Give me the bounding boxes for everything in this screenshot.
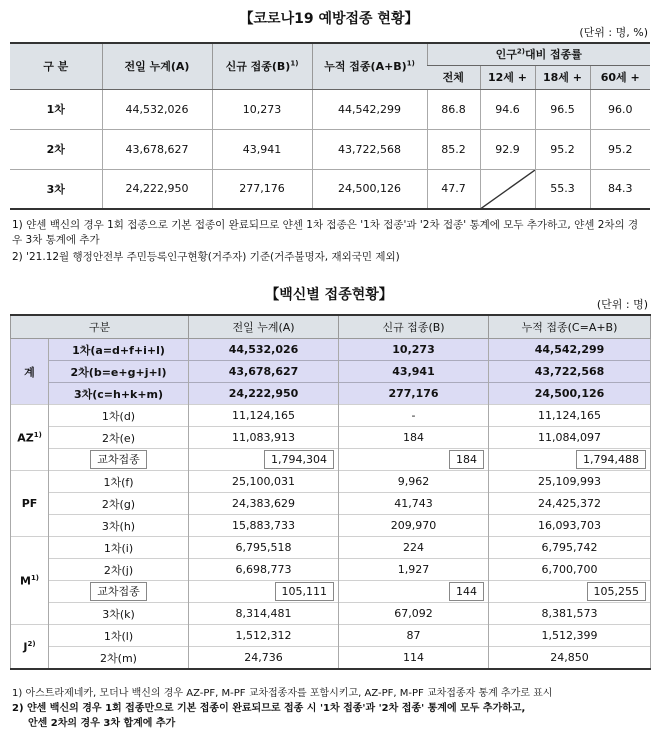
row-label: 교차접종: [49, 581, 189, 603]
table-row: [11, 515, 651, 537]
cell-new: 224: [339, 537, 489, 559]
cell-rate-60: 84.3: [590, 169, 650, 209]
row-label: 2차(g): [49, 493, 189, 515]
row-label: 1차(a=d+f+i+l): [49, 339, 189, 361]
table-row: [11, 339, 651, 361]
table-row: [11, 427, 651, 449]
cell-cum: 8,381,573: [489, 603, 651, 625]
table-row: [11, 559, 651, 581]
cell-cum: 6,700,700: [489, 559, 651, 581]
row-label: 2차(e): [49, 427, 189, 449]
cell-prev: 11,124,165: [189, 405, 339, 427]
group-m: $M^{1)}$: [11, 537, 49, 625]
cell-rate-60: 96.0: [590, 89, 650, 129]
cell-new: 9,962: [339, 471, 489, 493]
cell-cum: 24,500,126: [489, 383, 651, 405]
row-label: 교차접종: [49, 449, 189, 471]
cell-cum: 11,124,165: [489, 405, 651, 427]
notes-2: [12, 686, 648, 731]
vaccination-status-title: 【코로나19 예방접종 현황】: [239, 11, 419, 27]
table-row: [11, 581, 651, 603]
diagonal-slash-icon: [481, 170, 535, 209]
cell-prev: 24,222,950: [102, 169, 212, 209]
cell-prev: 43,678,627: [189, 361, 339, 383]
row-label: 1차: [10, 89, 102, 129]
header-category: 구 분: [10, 43, 102, 89]
cell-cum: 24,850: [489, 647, 651, 670]
table-row: [11, 603, 651, 625]
notes-1: [12, 218, 648, 265]
cell-cum: 44,542,299: [489, 339, 651, 361]
cell-rate-all: 47.7: [427, 169, 480, 209]
cell-cum: 25,109,993: [489, 471, 651, 493]
cell-rate-all: 86.8: [427, 89, 480, 129]
header-new: 신규 접종(B): [339, 315, 489, 339]
cell-prev: 24,736: [189, 647, 339, 670]
cell-prev: 8,314,481: [189, 603, 339, 625]
row-label: 1차(l): [49, 625, 189, 647]
cell-cum: 11,084,097: [489, 427, 651, 449]
row-label: 3차(k): [49, 603, 189, 625]
cell-prev: 24,222,950: [189, 383, 339, 405]
table-row: [10, 169, 650, 209]
note-item: 안센 2차의 경우 3차 합계에 추가: [28, 718, 176, 729]
cell-rate-18: 95.2: [535, 129, 590, 169]
note-item: 2) '21.12월 행정안전부 주민등록인구현황(거주자) 기준(거주불명자, 재외국민 제외): [12, 251, 400, 263]
row-label: 1차(i): [49, 537, 189, 559]
row-label: 2차(b=e+g+j+l): [49, 361, 189, 383]
vaccine-status-title: 【백신별 접종현황】: [265, 287, 393, 303]
header-category: 구분: [11, 315, 189, 339]
table-row: [10, 89, 650, 129]
cell-prev: 6,795,518: [189, 537, 339, 559]
cell-new: 87: [339, 625, 489, 647]
cell-new: 277,176: [339, 383, 489, 405]
header-rate-all: 전체: [427, 65, 480, 89]
cell-rate-12: 94.6: [480, 89, 535, 129]
cell-cum: 105,255: [489, 581, 651, 603]
cell-cum: 24,425,372: [489, 493, 651, 515]
cell-new: 184: [339, 449, 489, 471]
note-item: 1) 아스트라제네카, 모더나 백신의 경우 AZ-PF, M-PF 교차접종자를 포함시키고, AZ-PF, M-PF 교차접종자 통계 추가로 표시: [12, 688, 553, 699]
cell-new: -: [339, 405, 489, 427]
header-cumulative: 누적 접종$(A+B)^{1)}$: [312, 43, 427, 89]
cell-rate-12: 92.9: [480, 129, 535, 169]
cell-prev: 6,698,773: [189, 559, 339, 581]
cell-prev: 11,083,913: [189, 427, 339, 449]
table-row: [11, 493, 651, 515]
cell-rate-18: 96.5: [535, 89, 590, 129]
row-label: 2차(m): [49, 647, 189, 670]
table-row: [11, 537, 651, 559]
table-row: [11, 383, 651, 405]
cell-cum: 1,512,399: [489, 625, 651, 647]
cell-prev: 105,111: [189, 581, 339, 603]
header-new: 신규 접종$(B)^{1)}$: [212, 43, 312, 89]
header-cumulative: 누적 접종(C=A+B): [489, 315, 651, 339]
cell-prev: 25,100,031: [189, 471, 339, 493]
group-j: $J^{2)}$: [11, 625, 49, 670]
cell-new: 41,743: [339, 493, 489, 515]
header-rate-12: 12세 +: [480, 65, 535, 89]
cell-new: 144: [339, 581, 489, 603]
row-label: 3차(c=h+k+m): [49, 383, 189, 405]
table-row: [11, 647, 651, 670]
table-row: [11, 471, 651, 493]
cell-rate-all: 85.2: [427, 129, 480, 169]
cell-cum: 1,794,488: [489, 449, 651, 471]
cell-new: 277,176: [212, 169, 312, 209]
cell-cum: 44,542,299: [312, 89, 427, 129]
cell-prev: 1,794,304: [189, 449, 339, 471]
cell-cum: 43,722,568: [489, 361, 651, 383]
cell-new: 1,927: [339, 559, 489, 581]
cell-rate-60: 95.2: [590, 129, 650, 169]
cell-prev: 44,532,026: [102, 89, 212, 129]
cell-new: 184: [339, 427, 489, 449]
unit-label-2: (단위 : 명): [596, 298, 648, 311]
cell-new: 43,941: [339, 361, 489, 383]
header-rate-18: 18세 +: [535, 65, 590, 89]
cell-prev: 44,532,026: [189, 339, 339, 361]
group-pf: PF: [11, 471, 49, 537]
cell-new: 209,970: [339, 515, 489, 537]
group-az: AZ$^{1)}$: [11, 405, 49, 471]
row-label: 3차(h): [49, 515, 189, 537]
table-row: [11, 405, 651, 427]
row-label: 2차(j): [49, 559, 189, 581]
header-prev-total: 전일 누계(A): [102, 43, 212, 89]
table-row: [11, 361, 651, 383]
row-label: 2차: [10, 129, 102, 169]
cell-cum: 6,795,742: [489, 537, 651, 559]
header-prev-total: 전일 누계(A): [189, 315, 339, 339]
note-item: 2) 얀센 백신의 경우 1회 접종만으로 기본 접종이 완료되므로 접종 시 '1차 접종'과 '2차 접종' 통계에 모두 추가하고,: [12, 703, 526, 714]
header-rate-group: 인구$^{2)}$대비 접종률: [427, 43, 650, 65]
cell-prev: 1,512,312: [189, 625, 339, 647]
table-row: [11, 625, 651, 647]
cell-new: 67,092: [339, 603, 489, 625]
cell-cum: 43,722,568: [312, 129, 427, 169]
cell-cum: 16,093,703: [489, 515, 651, 537]
table-row: [10, 129, 650, 169]
vaccine-table: [10, 314, 651, 670]
table-row: [11, 449, 651, 471]
row-label: 1차(f): [49, 471, 189, 493]
cell-rate-18: 55.3: [535, 169, 590, 209]
row-label: 1차(d): [49, 405, 189, 427]
cell-new: 10,273: [339, 339, 489, 361]
group-total: 계: [11, 339, 49, 405]
cell-new: 10,273: [212, 89, 312, 129]
row-label: 3차: [10, 169, 102, 209]
cell-prev: 43,678,627: [102, 129, 212, 169]
cell-prev: 24,383,629: [189, 493, 339, 515]
unit-label-1: (단위 : 명, %): [579, 26, 648, 39]
header-rate-60: 60세 +: [590, 65, 650, 89]
vaccination-status-table: [10, 42, 650, 210]
note-item: 1) 얀센 백신의 경우 1회 접종으로 기본 접종이 완료되므로 얀센 1차 접종은 '1차 접종'과 '2차 접종' 통계에 모두 추가하고, 얀센 2차의 경우 3차 통계에 추가: [12, 219, 639, 246]
cell-new: 114: [339, 647, 489, 670]
cell-prev: 15,883,733: [189, 515, 339, 537]
cell-cum: 24,500,126: [312, 169, 427, 209]
cell-rate-12-empty: [480, 169, 535, 209]
cell-new: 43,941: [212, 129, 312, 169]
